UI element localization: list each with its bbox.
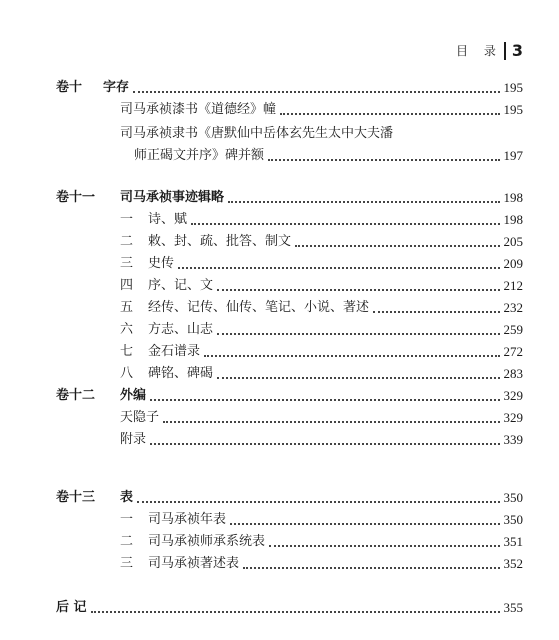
- toc-page-number: 232: [503, 300, 523, 315]
- toc-item-number: 六: [120, 322, 134, 337]
- leader-dots: [137, 501, 499, 503]
- toc-page-number: 329: [503, 410, 523, 425]
- toc-entry: [0, 598, 559, 618]
- leader-dots: [268, 159, 499, 161]
- leader-dots: [269, 545, 499, 547]
- toc-page-number: 209: [503, 256, 523, 271]
- header-label: 目 录: [456, 44, 502, 58]
- toc-entry: [0, 298, 559, 318]
- header-divider: [504, 42, 506, 60]
- toc-entry-title: 经传、记传、仙传、笔记、小说、著述: [148, 300, 370, 315]
- toc-entry-title: 司马承祯著述表: [148, 556, 240, 571]
- toc-page-number: 212: [503, 278, 523, 293]
- toc-entry: [0, 78, 559, 98]
- toc-page-number: 355: [503, 600, 523, 615]
- leader-dots: [133, 91, 499, 93]
- leader-dots: [178, 267, 499, 269]
- leader-dots: [228, 201, 499, 203]
- toc-entry-title: 天隐子: [120, 410, 160, 425]
- toc-page-number: 329: [503, 388, 523, 403]
- toc-entry: [0, 254, 559, 274]
- toc-page-number: 205: [503, 234, 523, 249]
- toc-entry-title: 附录: [120, 432, 147, 447]
- toc-entry-title: 司马承祯师承系统表: [148, 534, 266, 549]
- toc-item-number: 三: [120, 556, 134, 571]
- toc-page-number: 198: [503, 212, 523, 227]
- toc-entry-title: 序、记、文: [148, 278, 214, 293]
- toc-entry: [0, 488, 559, 508]
- leader-dots: [217, 289, 499, 291]
- toc-entry: [0, 188, 559, 208]
- toc-volume-label: 卷十三: [56, 490, 96, 505]
- toc-entry-title: 司马承祯漆书《道德经》幢: [120, 102, 277, 117]
- toc-item-number: 一: [120, 212, 134, 227]
- toc-item-number: 八: [120, 366, 134, 381]
- toc-entry: [0, 276, 559, 296]
- toc-page-number: 197: [503, 148, 523, 163]
- toc-page-number: 195: [503, 102, 523, 117]
- toc-item-number: 二: [120, 534, 134, 549]
- toc-entry: [0, 408, 559, 428]
- toc-page-number: 272: [503, 344, 523, 359]
- leader-dots: [217, 333, 499, 335]
- toc-entry: [0, 146, 559, 166]
- toc-entry: [0, 342, 559, 362]
- toc-page-number: 339: [503, 432, 523, 447]
- toc-entry: [0, 386, 559, 406]
- toc-page-number: 195: [503, 80, 523, 95]
- toc-volume-label: 卷十二: [56, 388, 96, 403]
- toc-entry-title: 方志、山志: [148, 322, 214, 337]
- toc-entry-title: 诗、赋: [148, 212, 188, 227]
- toc-entry-title: 表: [120, 490, 134, 505]
- leader-dots: [373, 311, 499, 313]
- leader-dots: [243, 567, 499, 569]
- toc-item-number: 一: [120, 512, 134, 527]
- leader-dots: [217, 377, 499, 379]
- toc-page-number: 352: [503, 556, 523, 571]
- leader-dots: [163, 421, 499, 423]
- toc-entry: [0, 320, 559, 340]
- leader-dots: [91, 611, 500, 613]
- toc-volume-label: 后 记: [56, 600, 87, 615]
- toc-page-number: 350: [503, 490, 523, 505]
- toc-entry-title: 司马承祯年表: [148, 512, 227, 527]
- toc-entry-title: 金石谱录: [148, 344, 201, 359]
- leader-dots: [150, 399, 499, 401]
- toc-entry-title: 字存: [103, 80, 130, 95]
- toc-entry-title: 司马承祯隶书《唐默仙中岳体玄先生太中大夫潘: [120, 126, 394, 141]
- toc-volume-label: 卷十一: [56, 190, 96, 205]
- toc-entry: [0, 510, 559, 530]
- toc-item-number: 三: [120, 256, 134, 271]
- toc-item-number: 五: [120, 300, 134, 315]
- running-header: [456, 41, 523, 60]
- toc-page-number: 283: [503, 366, 523, 381]
- toc-page-number: 350: [503, 512, 523, 527]
- toc-entry: [0, 430, 559, 450]
- toc-entry: [0, 532, 559, 552]
- toc-item-number: 四: [120, 278, 134, 293]
- toc-page-number: 351: [503, 534, 523, 549]
- toc-entry-title: 司马承祯事迹辑略: [120, 190, 225, 205]
- toc-entry-title: 碑铭、碑碣: [148, 366, 214, 381]
- toc-entry: [0, 554, 559, 574]
- page-number: 3: [511, 41, 523, 60]
- leader-dots: [280, 113, 499, 115]
- toc-entry-title: 师正碣文并序》碑并额: [134, 148, 265, 163]
- toc-entry: [0, 364, 559, 384]
- leader-dots: [191, 223, 499, 225]
- toc-entry: [0, 100, 559, 120]
- toc-entry-title: 史传: [148, 256, 175, 271]
- leader-dots: [295, 245, 499, 247]
- toc-entry: [0, 210, 559, 230]
- leader-dots: [204, 355, 499, 357]
- leader-dots: [230, 523, 499, 525]
- toc-page-number: 198: [503, 190, 523, 205]
- toc-entry: [0, 124, 559, 144]
- toc-page-number: 259: [503, 322, 523, 337]
- toc-item-number: 二: [120, 234, 134, 249]
- toc-entry-title: 外编: [120, 388, 147, 403]
- toc-volume-label: 卷十: [56, 80, 83, 95]
- leader-dots: [150, 443, 499, 445]
- toc-entry: [0, 232, 559, 252]
- toc-entry-title: 敕、封、疏、批答、制文: [148, 234, 292, 249]
- toc-item-number: 七: [120, 344, 134, 359]
